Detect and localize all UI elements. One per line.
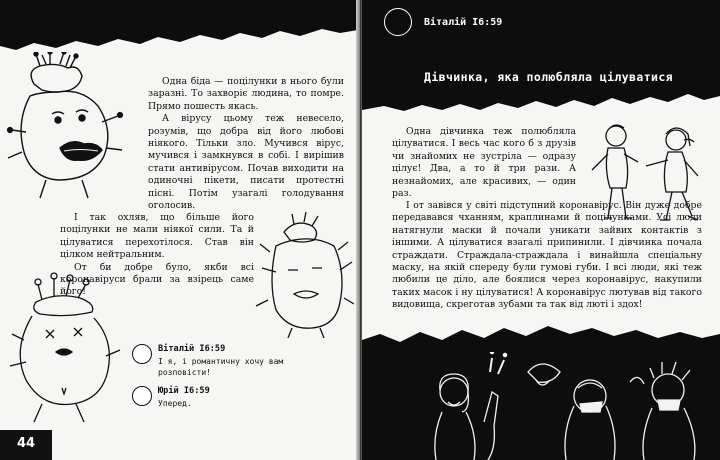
avatar-vitaliy: [132, 344, 152, 364]
chat-sender-name: Віталій І6:59: [158, 344, 226, 354]
right-page: [362, 0, 720, 460]
crowned-virus-drawing: [6, 52, 124, 202]
left-page: [0, 0, 358, 460]
page-number: 44: [0, 430, 52, 460]
avatar-vitaliy-header: [384, 8, 412, 36]
torn-top-band: [0, 0, 358, 52]
chat-message-text: Уперед.: [158, 399, 192, 408]
left-paragraph-1: Одна біда — поцілунки в нього були заразні. То захворіє людина, то помре. Прямо пошесть якась.: [148, 76, 344, 112]
right-paragraph-1: Одна дівчинка теж полюбляла цілуватися. І весь час кого б з друзів чи знайомих не зустріла — одразу цілує! Два, а то й три рази. А незнайомих, але красивих, — один раз.: [392, 126, 576, 200]
antivirus-drawing: [254, 212, 354, 338]
torn-header-band: [362, 0, 720, 112]
left-paragraph-3: І так охляв, що більше його поцілунки не мали ніякої сили. Та й цілуватися перехотілося. Став він цілком нейтральним.: [60, 212, 254, 261]
chat-message-yuriy: [132, 386, 332, 414]
narrator-name: Віталій І6:59: [424, 17, 503, 28]
left-paragraph-2: А вірусу цьому теж невесело, розумів, що добра від його любові ніякого. Тільки зло. Мучився вірус, мучився і замкнувся в собі. І вирішив стати антивірусом. Почав виходити на одиночні пікети, писати протестні пісні. Потім узагалі голодування оголосив.: [148, 113, 344, 212]
right-text-block-1: [392, 126, 576, 200]
left-paragraph-4: От би добре було, якби всі коронавіруси брали за взірець саме його!: [60, 261, 254, 298]
right-text-block-2: [392, 200, 702, 312]
sad-virus-drawing: [6, 270, 122, 430]
chapter-title: Дівчинка, яка полюбляла цілуватися: [424, 70, 674, 84]
chat-message-vitaliy: [132, 344, 332, 378]
right-paragraph-2: І от завівся у світі підступний коронавірус. Він дуже добре передавався чханням, краплинами й поцілунками. Усі люди натягнули маски й почали уникати зайвих контактів з іншими. А цілуватися взагалі припинили. І дівчинка почала страждати. Страждала-страждала і винайшла спеціальну маску, на якій спереду були гумові губи. І всі люди, які теж любили це діло, але боялися через коронавірус, накупили таких масок і ну цілуватися! А коронавірус лютував від такого видовища, скреготав зубами та так від люті і здох!: [392, 200, 702, 311]
left-text-block-1: [148, 76, 344, 212]
avatar-yuriy: [132, 386, 152, 406]
chat-message-text: І я, і романтичну хочу вам розповісти!: [158, 357, 284, 377]
masked-people-drawing: [432, 352, 716, 460]
chat-sender-name: Юрій І6:59: [158, 386, 210, 396]
